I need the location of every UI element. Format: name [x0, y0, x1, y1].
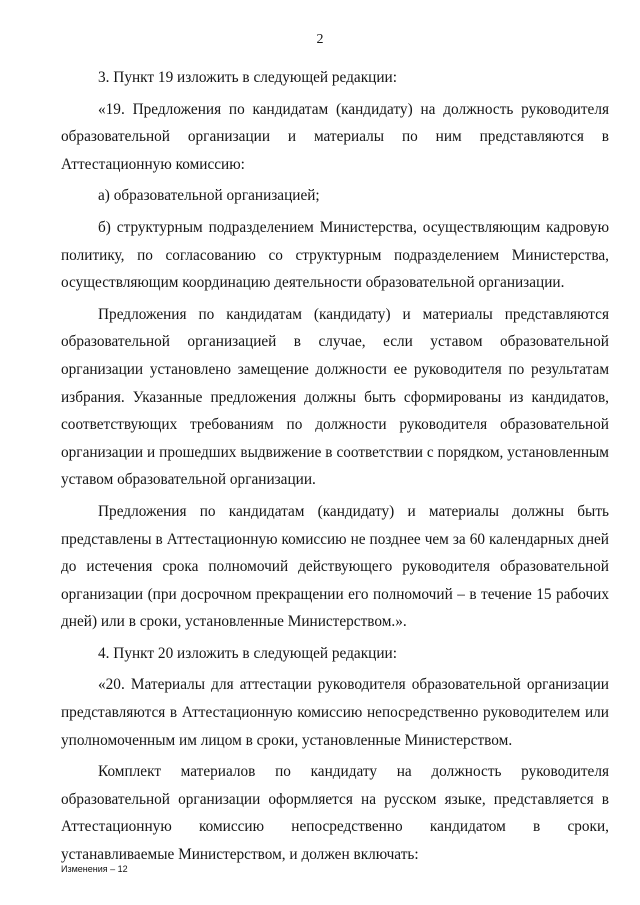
page-number: 2: [316, 32, 324, 47]
paragraph-clause-20: «20. Материалы для аттестации руководителя образовательной организации представляются в Аттестационную комиссию непосредственно руководителем или уполномоченным им лицом в сроки, установленные Министерством.: [61, 676, 609, 749]
paragraph-item-3-heading: 3. Пункт 19 изложить в следующей редакции:: [98, 69, 397, 86]
paragraph-subitem-a: а) образовательной организацией;: [98, 187, 320, 205]
document-body: [61, 64, 609, 873]
paragraph-item-4-heading: 4. Пункт 20 изложить в следующей редакции:: [98, 644, 397, 662]
paragraph-proposals-deadline: Предложения по кандидатам (кандидату) и материалы должны быть представлены в Аттестационную комиссию не позднее чем за 60 календарных дней до истечения срока полномочий действующего руководителя образовательной организации (при досрочном прекращении его полномочий – в течение 15 рабочих дней) или в сроки, установленные Министерством.».: [61, 502, 609, 631]
paragraph-clause-19: «19. Предложения по кандидатам (кандидату) на должность руководителя образовательной организации и материалы по ним представляются в Аттестационную комиссию:: [61, 100, 609, 173]
paragraph-materials-set: Комплект материалов по кандидату на должность руководителя образовательной организации оформляется на русском языке, представляется в Аттестационную комиссию непосредственно кандидатом в сроки, устанавливаемые Министерством, и должен включать:: [61, 763, 609, 864]
page-footer: Изменения – 12: [61, 864, 128, 874]
paragraph-subitem-b: б) структурным подразделением Министерства, осуществляющим кадровую политику, по согласованию со структурным подразделением Министерства, осуществляющим координацию деятельности образовательной организации.: [61, 218, 609, 292]
paragraph-proposals-election: Предложения по кандидатам (кандидату) и материалы представляются образовательной организацией в случае, если уставом образовательной организации установлено замещение должности ее руководителя по результатам избрания. Указанные предложения должны быть сформированы из кандидатов, соответствующих требованиям по должности руководителя образовательной организации и прошедших выдвижение в соответствии с порядком, установленным уставом образовательной организации.: [61, 305, 609, 489]
